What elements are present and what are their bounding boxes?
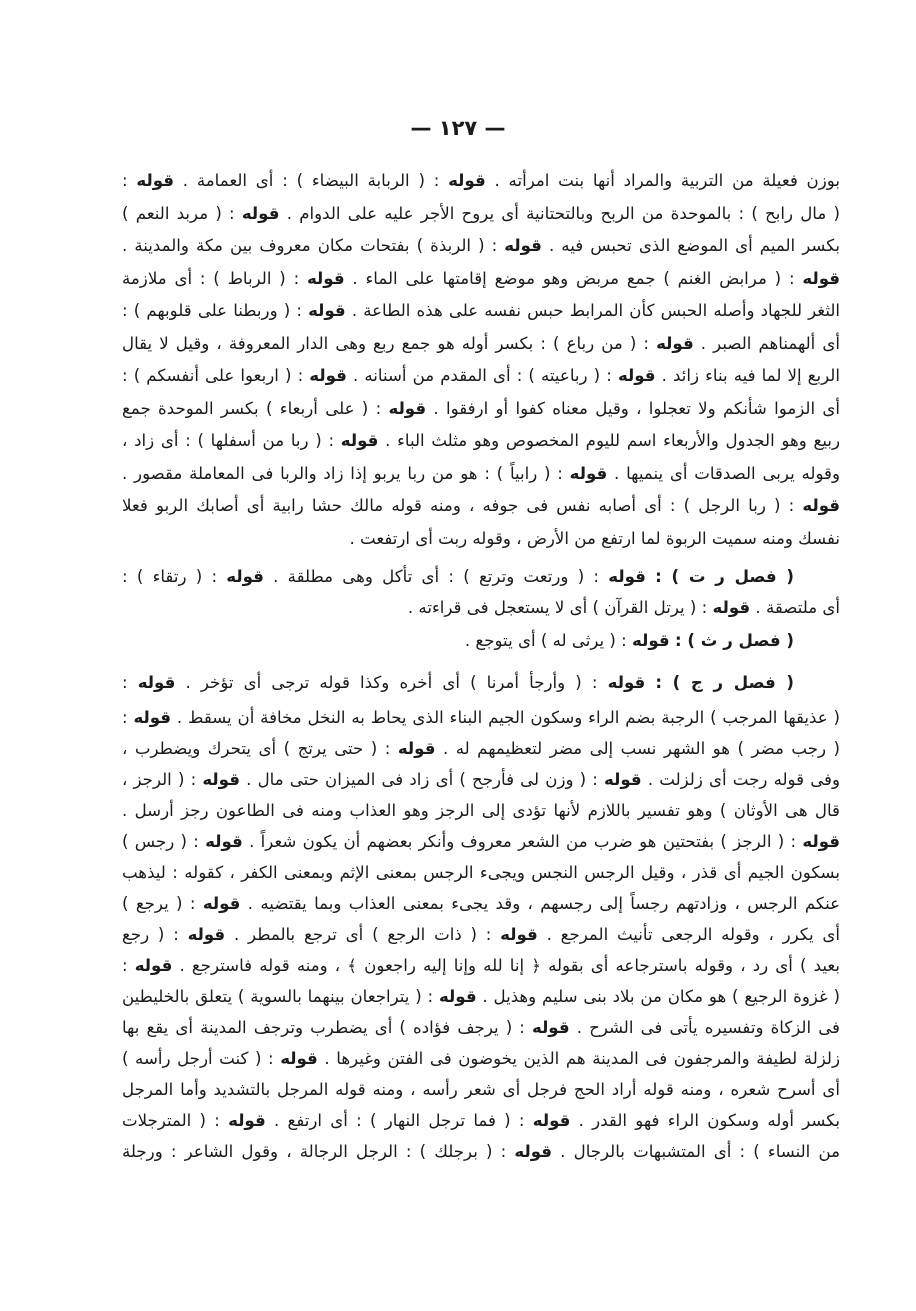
text-line: الثغر للجهاد وأصله الحبس كأن المرابط حبس نفسه على هذه الطاعة . قوله : ( وربطنا على قلوبهم ) : [122,301,841,320]
line-text: قوله : ( وأرجأ أمرنا ) أى أخره وكذا قوله ترجى أى تؤخر . قوله : [122,673,646,692]
entry-keyword: قوله [397,739,436,758]
entry-keyword: قوله [187,925,226,944]
text-line: أى ملتصقة . قوله : ( يرتل القرآن ) أى لا يستعجل فى قراءته . [407,598,840,617]
text-line: وقوله يربى الصدقات أى ينميها . قوله : ( رابياً ) : هو من ربا يربو إذا زاد والربا فى المعاملة مقصور . [122,463,840,483]
text-line: بسكون الجيم أى قذر ، وقيل الرجس النجس ويجىء الرجس بمعنى الإثم وبمعنى الكفر ، كقوله : ليذهب [122,863,840,882]
text-line: ( غزوة الرجيع ) هو مكان من بلاد بنى سليم وهذيل . قوله : ( يتراجعان بينهما بالسوية ) يتعلق بالخليطين [122,987,840,1006]
entry-keyword: قوله [448,171,486,190]
text-line: من النساء ) : أى المتشبهات بالرجال . قوله : ( برجلك ) : الرجل الرجالة ، وقول الشاعر : ورجلة [122,1142,840,1161]
entry-keyword: قوله [205,832,243,851]
section-heading: ( فصل ر ث ) : [674,631,794,650]
text-line: ( عذيقها المرجب ) الرجبة بضم الراء وسكون الجيم البناء الذى يحاط به النخل مخافة أن يسقط . قوله : [122,708,840,727]
entry-keyword: قوله [202,770,240,789]
entry-keyword: قوله [504,236,542,255]
section-heading: ( فصل ر ج ) : [655,673,794,692]
text-line: أى الزموا شأنكم ولا تعجلوا ، وقيل معناه كفوا أو ارفقوا . قوله : ( على أربعاء ) بكسر الموحدة جمع [122,398,840,418]
entry-keyword: قوله [136,171,174,190]
entry-keyword: قوله [500,925,538,944]
entry-keyword: قوله [438,987,477,1006]
entry-keyword: قوله [202,894,241,913]
entry-keyword: قوله [569,463,608,483]
entry-keyword: قوله [340,431,379,450]
text-line: الربع إلا لما فيه بناء زائد . قوله : ( رباعيته ) : أى المقدم من أسنانه . قوله : ( اربعوا على أنفسكم ) : [122,366,840,385]
entry-keyword: قوله [802,832,840,851]
text-line: بعيد ) أى رد ، وقوله باسترجاعه أى بقوله ﴿ إنا لله وإنا إليه راجعون ﴾ ، ومنه قوله فاسترجع . قوله : [122,956,840,975]
entry-keyword: قوله [607,673,646,692]
entry-keyword: قوله [134,956,173,975]
entry-keyword: قوله [137,673,176,692]
entry-keyword: قوله [388,398,427,418]
entry-keyword: قوله [802,268,840,288]
text-line: قوله : ( ربا الرجل ) : أى أصابه نفس فى جوفه ، ومنه قوله مالك حشا رابية أى أصابك الربو فعلا [122,496,840,515]
text-line: وفى قوله رجت أى زلزلت . قوله : ( وزن لى فأرجح ) أى زاد فى الميزان حتى مال . قوله : ( الرجز ، [122,770,841,789]
text-line: عنكم الرجس ، وزادتهم رجساً إلى رجسهم ، وقد يجىء بمعنى العذاب وبما يقتضيه . قوله : ( يرجع ) [122,894,840,913]
text-line: بوزن فعيلة من التربية والمراد أنها بنت امرأته . قوله : ( الربابة البيضاء ) : أى العمامة . قوله : [122,171,840,190]
line-text: قوله : ( يرثى له ) أى يتوجع . [464,631,670,650]
entry-keyword: قوله [532,1111,571,1130]
text-line: زلزلة لطيفة والمرجفون فى المدينة هم الذين يخوضون فى الفتن وغيرها . قوله : ( كنت أرجل رأسه ) [122,1049,840,1068]
entry-keyword: قوله [608,567,646,586]
text-line: قوله : ( الرجز ) بفتحتين هو ضرب من الشعر معروف وأنكر بعضهم أن يكون شعراً . قوله : ( رجس ) [122,832,840,851]
section-first-line [122,561,840,592]
text-line: قوله : ( مرابض الغنم ) جمع مربض وهو موضع إقامتها على الماء . قوله : ( الرباط ) : أى ملازمة [122,268,840,288]
entry-keyword: قوله [712,598,751,617]
entry-keyword: قوله [632,631,670,650]
section-ra-tha [122,625,840,656]
page-number: — ١٢٧ — [410,116,506,140]
section-first-line [122,667,840,698]
section-first-line [122,625,840,656]
entry-keyword: قوله [532,1018,570,1037]
entry-keyword: قوله [617,366,656,385]
text-line: ربيع وهو الجدول والأربعاء اسم لليوم المخصوص وهو مثلث الباء . قوله : ( ربا من أسفلها ) : أى زاد ، [122,431,840,450]
text-line: أى ألهمناهم الصبر . قوله : ( من رباع ) : بكسر أوله هو جمع ربع وهى الدار المعروفة ، وقيل لا يقال [122,333,840,353]
line-text: قوله : ( ورتعت وترتع ) : أى تأكل وهى مطلقة . قوله : ( رتقاء ) : [122,567,646,586]
section-ra-jim [122,667,840,1167]
section-ra-ta [122,561,840,623]
entry-keyword: قوله [656,333,694,353]
entry-keyword: قوله [241,203,280,223]
entry-keyword: قوله [133,708,172,727]
entry-keyword: قوله [308,301,346,320]
entry-keyword: قوله [228,1111,266,1130]
text-line: بكسر أوله وسكون الراء فهو القدر . قوله : ( فما ترجل النهار ) : أى ارتفع . قوله : ( المترجلات [122,1111,840,1130]
entry-keyword: قوله [514,1142,553,1161]
text-line: نفسك ومنه سميت الربوة لما ارتفع من الأرض ، وقوله ربت أى ارتفعت . [349,528,840,548]
entry-keyword: قوله [306,268,345,288]
page-text [122,165,840,1167]
opening-paragraph [122,165,840,555]
entry-keyword: قوله [802,496,840,515]
entry-keyword: قوله [226,567,264,586]
text-line: ( مال رابح ) : بالموحدة من الربح وبالتحتانية أى يروح الأجر عليه على الدوام . قوله : ( مربد النعم ) [122,203,840,223]
text-line: بكسر الميم أى الموضع الذى تحبس فيه . قوله : ( الربذة ) بفتحات مكان معروف بين مكة والمدينة . [122,236,840,255]
entry-keyword: قوله [280,1049,318,1068]
entry-keyword: قوله [309,366,347,385]
text-line: فى الزكاة وتفسيره يأتى فى الشرح . قوله : ( يرجف فؤاده ) أى يضطرب وترجف المدينة أى يقع بها [122,1018,840,1037]
text-line: أى أسرح شعره ، ومنه قوله أراد الحج فرجل أى شعر رأسه ، ومنه قوله المرجل بالتشديد وأما المرجل [122,1080,840,1099]
text-line: أى يكرر ، وقوله الرجعى تأنيث المرجع . قوله : ( ذات الرجع ) أى ترجع بالمطر . قوله : ( رجع [122,925,840,944]
text-line: ( رجب مضر ) هو الشهر نسب إلى مضر لتعظيمهم له . قوله : ( حتى يرتج ) أى يتحرك ويضطرب ، [122,739,840,758]
section-heading: ( فصل ر ت ) : [655,567,795,586]
entry-keyword: قوله [604,770,642,789]
text-line: قال هى الأوثان ) وهو تفسير باللازم لأنها تؤدى إلى الرجز وهو العذاب ومنه فى الطاعون رجز أرسل . [122,801,840,820]
